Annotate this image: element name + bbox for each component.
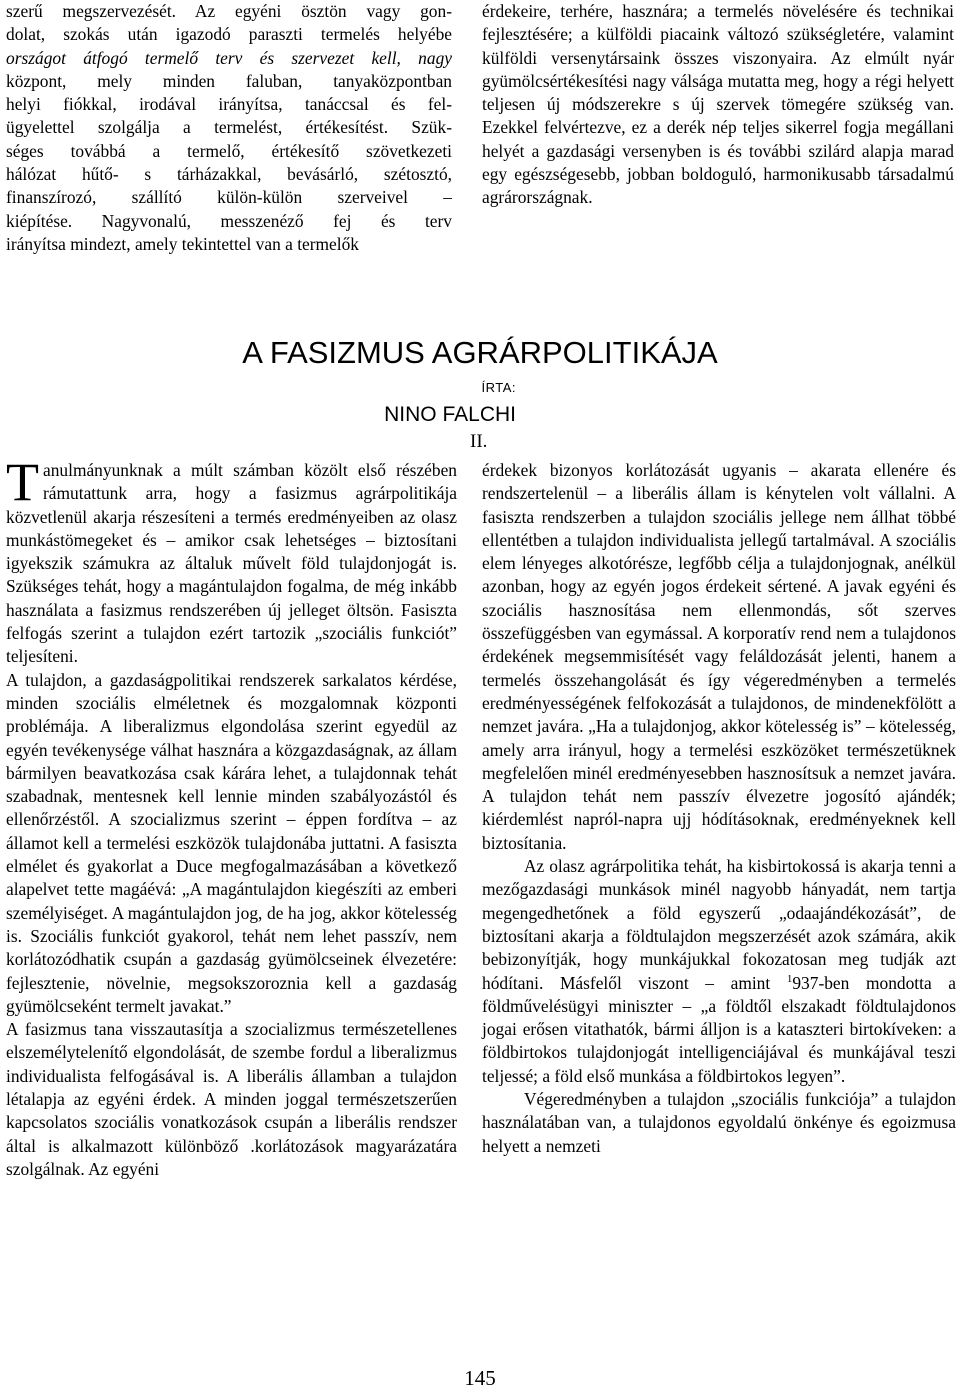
text-line: központ, mely minden faluban, tanyaközpontban [6,70,452,91]
text-line: finanszírozó, szállító külön-külön szerveivel – [6,187,452,208]
text-line: séges továbbá a termelő, értékesítő szövetkezeti [6,140,452,161]
part-number: II. [470,431,488,452]
drop-cap: T [6,452,39,512]
article-title: A FASIZMUS AGRÁRPOLITIKÁJA [242,335,718,370]
page-number: 145 [464,1366,496,1390]
paragraph: A fasizmus tana visszautasítja a szocializmus természetellenes elszemélytelenítő elgondolását, de szembe fordul a liberalizmus individualista felfogásával is. A liberális államban a tulajdon létalapja az egyéni érdek. A minden joggal természetszerűen kapcsolatos szociális vonatkozások csupán a liberális rendszer által is alkalmazott különböző .korlátozások magyarázatára szolgálnak. Az egyéni [6,1019,457,1179]
footnote-superscript: 1 [786,972,793,985]
paragraph [482,855,956,1088]
text-line: helyi fiókkal, irodával irányítsa, tanáccsal és fel- [6,94,452,115]
bottom-right-column [482,459,956,1158]
text-line: ügyelettel szolgálja a termelést, értékesítést. Szük- [6,117,452,138]
paragraph: A tulajdon, a gazdaságpolitikai rendszerek sarkalatos kérdése, minden szociális elméletnek és mozgalomnak központi problémája. A liberalizmus elgondolása szerint egyedül az egyén tevékenysége válhat hasznára a közgazdaságnak, az állam bármilyen beavatkozása csak kárára lehet, a tulajdonnak tehát szabadnak, mentesnek kell lennie minden szabályozástól és ellenőrzéstől. A szocializmus szerint – éppen fordítva – az államot kell a termelési eszközök tulajdonába juttatni. A fasiszta elmélet és gyakorlat a Duce megfogalmazásában a következő alapelvet tette magáévá: „A magántulajdon kiegészíti az emberi személyiséget. A magántulajdon jog, de ha jog, akkor kötelesség is. Szociális funkciót gyakorol, tehát nem lehet passzív, nem korlátozódhatik csupán a gazdaság gyümölcseinek élvezetére: fejlesztenie, növelnie, megsokszoroznia kell a gazdaság gyümölcseként termelt javakat.” [6,669,457,1016]
paragraph [6,452,457,669]
byline-label: ÍRTA: [481,380,516,395]
paragraph-text: Az olasz agrárpolitika tehát, ha kisbirtokossá is akarja tenni a mezőgazdasági munkások minél nagyobb hányadát, nem tartja megengedhetőnek a föld egyszerű „odaajándékozását”, de biztosítani akarja a földtulajdon megszerzését azok számára, akik bebizonyítják, hogy munkájukkal fokozatosan meg tudják azt hódítani. Másfelől viszont – amint [482,856,956,993]
text-line: hálózat hűtő- s tárházakkal, bevásárló, szétosztó, [6,164,452,185]
paragraph: érdekeire, terhére, hasznára; a termelés növelésére és technikai fejlesztésére; a külföldi piacaink változó szükségletére, valamint külföldi versenytársaink összes viszonyaira. Az elmúlt nyár gyümölcsértékesítési nagy válsága mutatta meg, hogy a régi helyett teljesen új módszerekre s új szervek tömegére szükség van. Ezekkel felvértezve, ez a derék nép teljes sikerrel fogja megállani helyét a gazdasági versenyben is és további szilárd alapja marad egy egészségesebb, jobban boldoguló, harmonikusabb társadalmú agrárországnak. [482,1,954,208]
top-right-column [482,0,954,210]
byline [384,379,516,429]
bottom-left-column [6,452,457,1181]
author-name: NINO FALCHI [384,403,516,426]
text-line: kiépítése. Nagyvonalú, messzenéző fej és terv [6,210,452,231]
paragraph: Végeredményben a tulajdon „szociális funkciója” a tulajdon használatában van, a tulajdonos egyoldalú önkénye és egoizmusa helyett a nemzeti [482,1089,956,1156]
paragraph: érdekek bizonyos korlátozását ugyanis – akarata ellenére és rendszertelenül – a liberális állam is kénytelen volt vállalni. A fasiszta rendszerben a tulajdon szociális jellege nem állhat többé ellentétben a tulajdon individualista jellegű tartalmával. A szociális elem lényeges alkotórésze, legfőbb célja a tulajdonjognak, anélkül azonban, hogy az egyén jogos érdekeit sértené. A javak egyéni és szociális hasznosítása nem ellenmondás, sőt szerves összefüggésben van egymással. A korporatív rend nem a tulajdonos érdekének megsemmisítését vagy feláldozását jelenti, hanem a termelés összehangolását és így végeredményben a termelés eredményességének felfokozását a tulajdonos, de mindenekfölött a nemzet javára. „Ha a tulajdonjog, akkor kötelesség is” – kötelesség, amely arra irányul, hogy a termelési eszközöket természetüknek megfelelően minél eredményesebben hasznosítsuk a nemzet javára. A tulajdon tehát nem passzív élvezetre jogosító ajándék; kiérdemlést napról-napra ujj hódításoknak, eredményeknek kell biztosítania. [482,460,956,853]
text-line: országot átfogó termelő terv és szervezet kell, nagy [6,47,452,68]
top-left-column [6,0,452,256]
text-line: irányítsa mindezt, amely tekintettel van a termelők [6,233,360,254]
text-line: szerű megszervezését. Az egyéni ösztön vagy gon- [6,1,452,21]
text-line: dolat, szokás után igazodó paraszti termelés helyébe [6,24,452,45]
paragraph-text: 937-ben mondotta a földművelésügyi miniszter – „a földtől elszakadt földtulajdonos jogai erősen vitathatók, bármi álljon is a kataszteri birtokíveken: a földbirtokos tulajdonjogát intelligenciájával és munkájával teszi teljessé; a föld első munkása a földbirtokos legyen”. [482,972,957,1086]
paragraph-text: anulmányunknak a múlt számban közölt első részében rámutattunk arra, hogy a fasizmus agrárpolitikája közvetlenül akarja részesíteni a termés eredményeiben az olasz munkástömegeket és – amikor csak lehetséges – biztosítani igyekszik számukra az általuk művelt föld tulajdonjogát is. Szükséges tehát, hogy a magántulajdon fogalma, de még inkább használata a fasizmus rendszerében új jelleget öltsön. Fasiszta felfogás szerint a tulajdon ezért tartozik „szociális funkciót” teljesíteni. [6,460,457,667]
